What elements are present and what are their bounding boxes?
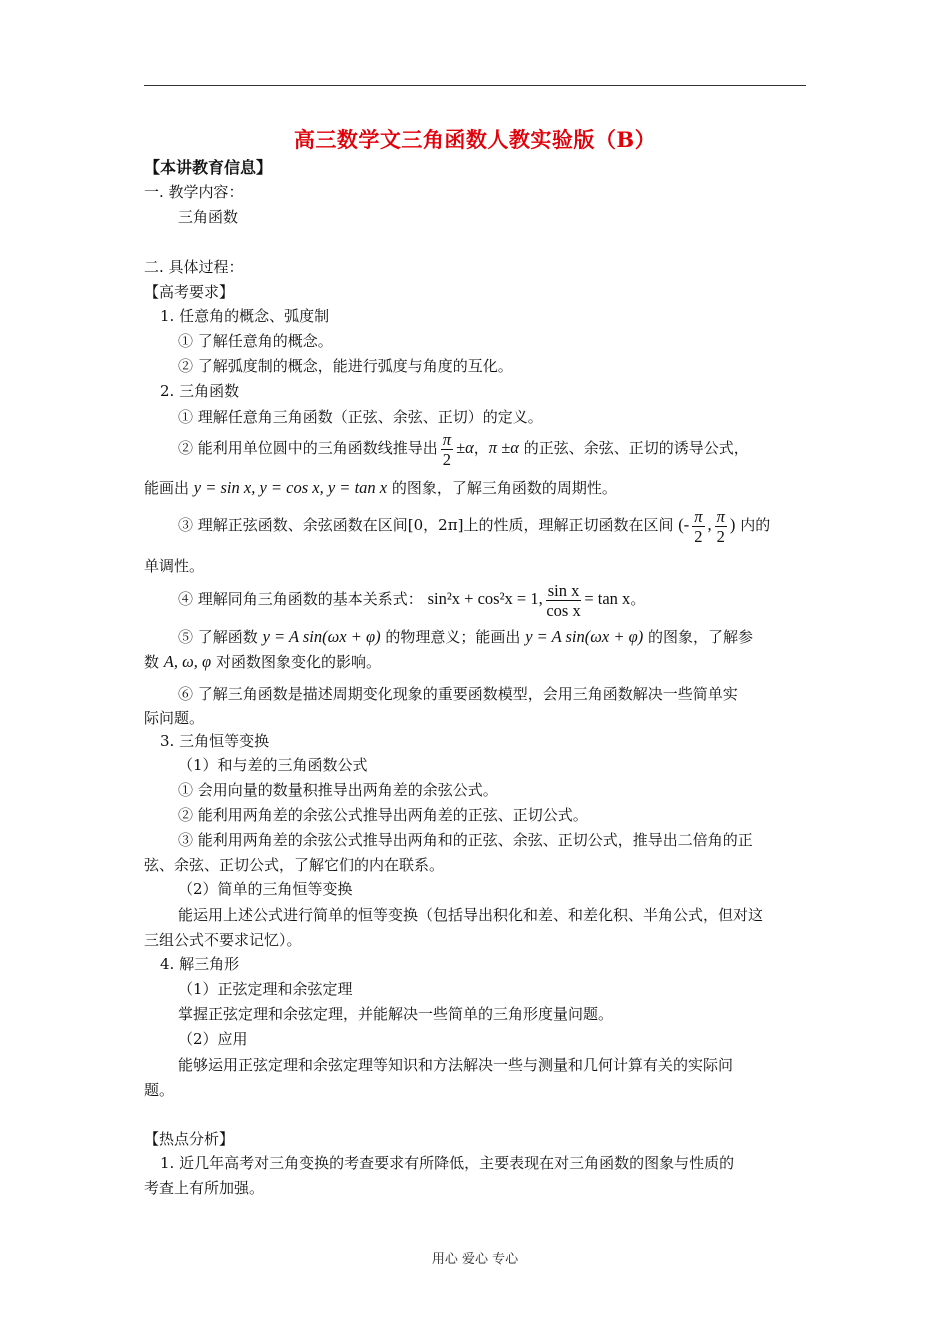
req2-item-5-line1: [178, 627, 753, 647]
header-rule: [144, 85, 806, 86]
req2-item-5-text-c: 的图象，了解参: [648, 628, 754, 646]
fraction-numerator: sin x: [547, 580, 580, 600]
sinusoid-formula: y = A sin(ωx + φ): [525, 627, 644, 646]
req1-title: 1. 任意角的概念、弧度制: [160, 307, 330, 325]
hot-item-line1: 1. 近几年高考对三角变换的考查要求有所降低，主要表现在对三角函数的图象与性质的: [160, 1154, 735, 1172]
hot-item-line2: 考查上有所加强。: [144, 1179, 265, 1197]
req2-item-5-text-a: ⑤ 了解函数: [178, 628, 258, 646]
section-info-heading: 【本讲教育信息】: [144, 158, 273, 177]
sin-over-cos-fraction: [546, 581, 582, 620]
req3-item: 三组公式不要求记忆）。: [144, 931, 302, 949]
req4-item: 题。: [144, 1081, 175, 1099]
req4-sub1: （1）正弦定理和余弦定理: [178, 980, 353, 998]
pythagorean-identity: sin²x + cos²x = 1,: [427, 589, 543, 608]
interval-comma: ,: [707, 515, 712, 534]
req2-item-2-text-c: 能画出: [144, 479, 190, 497]
fraction-denominator: cos x: [546, 600, 581, 620]
req2-item-3-line1: [178, 504, 770, 546]
fraction-numerator: π: [716, 506, 725, 526]
req3-item: ③ 能利用两角差的余弦公式推导出两角和的正弦、余弦、正切公式，推导出二倍角的正: [178, 831, 753, 849]
req2-item-2-text-b: 的正弦、余弦、正切的诱导公式，: [523, 439, 749, 457]
req2-item-2-text-d: 的图象，了解三角函数的周期性。: [391, 479, 617, 497]
req2-item-4: [178, 578, 645, 620]
page-title: 高三数学文三角函数人教实验版（B）: [293, 127, 657, 152]
req2-item-3-text-c: 内的: [740, 516, 771, 534]
fraction-denominator: 2: [694, 526, 703, 546]
tan-identity: = tan x: [584, 589, 631, 608]
req4-sub2: （2）应用: [178, 1030, 248, 1048]
req2-item-2-text-a: ② 能利用单位圆中的三角函数线推导出: [178, 439, 438, 457]
trig-functions-formula: y = sin x, y = cos x, y = tan x: [193, 478, 388, 497]
sinusoid-formula: y = A sin(ωx + φ): [262, 627, 381, 646]
req3-item: 能运用上述公式进行简单的恒等变换（包括导出积化和差、和差化积、半角公式，但对这: [178, 906, 764, 924]
req2-item-5-line2: [144, 652, 381, 672]
req3-title: 3. 三角恒等变换: [160, 732, 270, 750]
req2-item-3-line2: 单调性。: [144, 557, 205, 575]
req3-item: 弦、余弦、正切公式，了解它们的内在联系。: [144, 856, 445, 874]
req4-item: 掌握正弦定理和余弦定理，并能解决一些简单的三角形度量问题。: [178, 1005, 614, 1023]
pi-pm-alpha: π ±α: [488, 438, 519, 457]
process-heading: 二. 具体过程：: [144, 258, 244, 276]
req3-sub1: （1）和与差的三角函数公式: [178, 756, 368, 774]
content-heading: 一. 教学内容：: [144, 183, 244, 201]
neg-pi-over-2-fraction: [692, 507, 704, 546]
req1-item: ② 了解弧度制的概念，能进行弧度与角度的互化。: [178, 357, 513, 375]
interval-open-paren: (-: [678, 515, 690, 534]
req1-item: ① 了解任意角的概念。: [178, 332, 333, 350]
req2-item-1: ① 理解任意角三角函数（正弦、余弦、正切）的定义。: [178, 408, 543, 426]
req3-item: ② 能利用两角差的余弦公式推导出两角差的正弦、正切公式。: [178, 806, 588, 824]
req2-item-6-line2: 际问题。: [144, 709, 205, 727]
req2-item-5-text-d: 数: [144, 653, 160, 671]
req2-item-2-line2: [144, 478, 617, 498]
req2-item-3-text-a: ③ 理解正弦函数、余弦函数在区间: [178, 516, 408, 534]
fraction-denominator: 2: [716, 526, 725, 546]
pi-over-2-fraction: [441, 430, 453, 469]
req2-title: 2. 三角函数: [160, 382, 240, 400]
req4-title: 4. 解三角形: [160, 955, 240, 973]
parameter-list: A, ω, φ: [163, 652, 212, 671]
requirements-heading: 【高考要求】: [144, 283, 235, 301]
req2-item-4-text-a: ④ 理解同角三角函数的基本关系式：: [178, 590, 423, 608]
content-body: 三角函数: [178, 208, 239, 226]
hot-analysis-heading: 【热点分析】: [144, 1130, 235, 1148]
req3-sub2: （2）简单的三角恒等变换: [178, 880, 353, 898]
req2-item-5-text-e: 对函数图象变化的影响。: [215, 653, 381, 671]
fraction-numerator: π: [694, 506, 703, 526]
req4-item: 能够运用正弦定理和余弦定理等知识和方法解决一些与测量和几何计算有关的实际问: [178, 1056, 734, 1074]
req2-item-6-line1: ⑥ 了解三角函数是描述周期变化现象的重要函数模型，会用三角函数解决一些简单实: [178, 685, 738, 703]
pi-over-2-fraction: [715, 507, 727, 546]
interval-close-paren: ): [729, 515, 736, 534]
page-footer: 用心 爱心 专心: [431, 1252, 519, 1267]
fraction-numerator: π: [442, 429, 452, 449]
pm-alpha: ±α: [456, 438, 474, 457]
fraction-denominator: 2: [442, 449, 452, 469]
req3-item: ① 会用向量的数量积推导出两角差的余弦公式。: [178, 781, 498, 799]
req2-item-3-text-b: 上的性质，理解正切函数在区间: [463, 516, 674, 534]
req2-item-4-text-b: 。: [630, 590, 646, 608]
interval-0-2pi: [0，2π]: [407, 516, 464, 534]
req2-item-5-text-b: 的物理意义；能画出: [385, 628, 521, 646]
req2-item-2-line1: ② 能利用单位圆中的三角函数线推导出 $\frac{\pi}{2}$ ±α，π ±α 的正弦、余弦、正切的诱导公式，: [178, 429, 749, 469]
